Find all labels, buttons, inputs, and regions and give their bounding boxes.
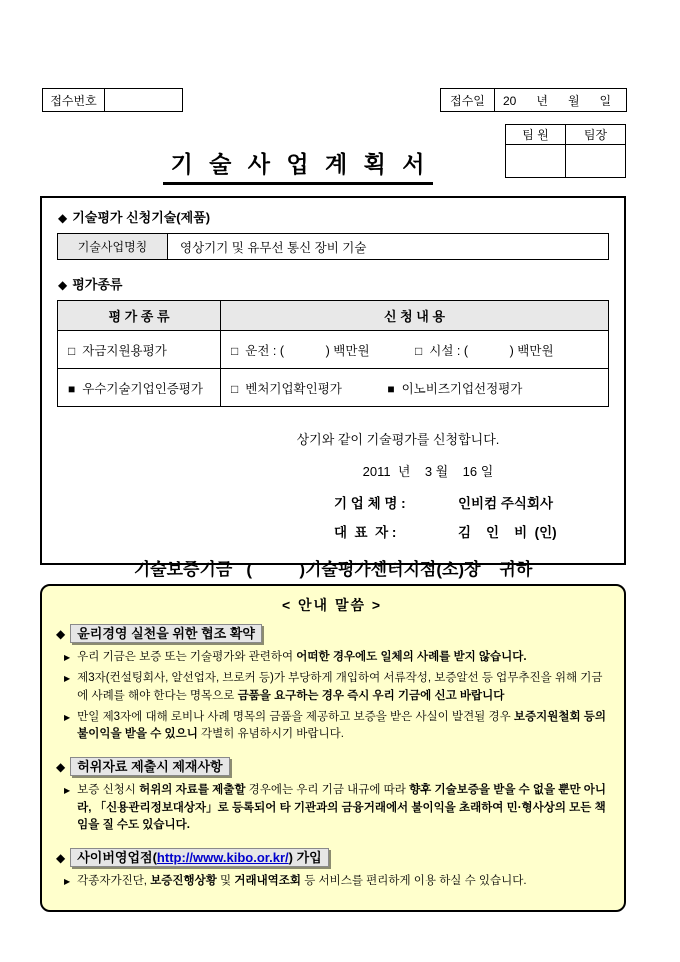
evaluation-table [57, 300, 609, 407]
receipt-date-box [440, 88, 627, 112]
section-title-text: 평가종류 [72, 277, 123, 292]
checkbox-checked-icon: ■ [68, 381, 76, 396]
recipient-line: 기술보증기금 ( )기술평가센터지점(소)장 귀하 [133, 560, 533, 579]
cyber-header-suffix: ) 가입 [288, 850, 322, 865]
request-item [231, 344, 370, 358]
approval-col-team-leader: 팀장 [566, 125, 626, 145]
notice-section-header [56, 847, 608, 866]
section-title-requested-tech [58, 207, 624, 226]
checkbox-unchecked-icon: □ [415, 343, 423, 358]
table-row [58, 331, 609, 369]
notice-bullet [64, 649, 608, 666]
diamond-icon: ◆ [56, 851, 66, 865]
signature-block [42, 492, 624, 541]
notice-section-header-text [70, 848, 328, 867]
company-name-label: 기 업 체 명 : [334, 496, 406, 511]
notice-box [40, 584, 626, 912]
cyber-header-prefix: 사이버영업점( [77, 850, 157, 865]
arrow-bullet-icon: ▶ [64, 674, 71, 684]
approval-col-team-member: 팀 원 [506, 125, 566, 145]
table-row [58, 369, 609, 407]
receipt-date-label: 접수일 [441, 89, 495, 112]
request-item [231, 382, 342, 396]
notice-section-ethics [56, 623, 608, 743]
approval-header-row [506, 125, 626, 145]
kibo-url-link[interactable]: http://www.kibo.or.kr/ [156, 850, 289, 865]
bullet-text: 보증 신청시 허위의 자료를 제출할 경우에는 우리 기금 내규에 따라 향후 기술보증을 받을 수 없을 뿐만 아니라, 「신용관리정보대상자」로 등록되어 타 기관과의 금융거래에서 불이익을 초래하여 민·형사상의 모든 책임을 질 수도 있습니다. [77, 784, 606, 831]
eval-type-label: 우수기술기업인증평가 [82, 381, 204, 396]
eval-type-cell [58, 331, 221, 369]
page-title [0, 146, 596, 185]
eval-request-column-header: 신 청 내 용 [221, 301, 609, 331]
diamond-icon: ◆ [58, 211, 68, 225]
notice-bullet [64, 873, 608, 890]
application-statement: 상기와 같이 기술평가를 신청합니다. [296, 432, 500, 447]
diamond-icon: ◆ [56, 627, 66, 641]
receipt-date-field: 20 년 월 일 [495, 89, 627, 112]
page-title-text: 기 술 사 업 계 획 서 [163, 146, 434, 185]
bullet-text: 각종자가진단, 보증진행상황 및 거래내역조회 등 서비스를 편리하게 이용 하실 수 있습니다. [77, 875, 527, 887]
company-name-value: 인비컴 주식회사 [458, 496, 554, 511]
arrow-bullet-icon: ▶ [64, 712, 71, 722]
arrow-bullet-icon: ▶ [64, 653, 71, 662]
receipt-number-field [105, 89, 183, 112]
notice-section-false-docs [56, 756, 608, 834]
notice-section-header-text: 허위자료 제출시 제재사항 [70, 757, 229, 776]
notice-title: < 안내 말씀 > [281, 597, 383, 613]
section-title-eval-types [58, 274, 624, 293]
eval-request-cell [221, 331, 609, 369]
notice-bullet [64, 709, 608, 744]
checkbox-checked-icon: ■ [387, 381, 395, 396]
bullet-text: 제3자(컨설팅회사, 알선업자, 브로커 등)가 부당하게 개입하여 서류작성, 보증알선 등 업무추진을 위해 기금에 사례를 해야 한다는 명목으로 금품을 요구하는 경우 즉시 우리 기금에 신고 바랍니다 [77, 672, 603, 702]
application-date: 2011 년 3 월 16 일 [362, 464, 494, 479]
eval-type-column-header: 평 가 종 류 [58, 301, 221, 331]
notice-bullet [64, 782, 608, 834]
business-name-table [57, 233, 609, 260]
notice-section-cyber-branch [56, 847, 608, 890]
business-name-label: 기술사업명칭 [58, 234, 168, 260]
request-item-label: 이노비즈기업선정평가 [401, 381, 523, 396]
request-item-label: 시설 : ( ) 백만원 [429, 343, 554, 358]
checkbox-unchecked-icon: □ [231, 343, 239, 358]
request-item [387, 382, 522, 396]
notice-section-header [56, 756, 608, 775]
company-name-line [334, 492, 624, 512]
receipt-number-box [42, 88, 183, 112]
business-name-value: 영상기기 및 유무선 통신 장비 기술 [168, 234, 609, 260]
notice-bullet [64, 670, 608, 705]
request-item-label: 벤처기업확인평가 [245, 381, 342, 396]
receipt-number-label: 접수번호 [43, 89, 105, 112]
arrow-bullet-icon: ▶ [64, 877, 71, 886]
notice-section-header [56, 623, 608, 642]
representative-value: 김 인 비 (인) [458, 525, 557, 540]
application-form-box [40, 196, 626, 579]
bullet-text: 우리 기금은 보증 또는 기술평가와 관련하여 어떠한 경우에도 일체의 사례를 받지 않습니다. [77, 651, 527, 663]
diamond-icon: ◆ [56, 760, 66, 775]
bullet-text: 만일 제3자에 대해 로비나 사례 명목의 금품을 제공하고 보증을 받은 사실이 발견될 경우 보증지원철회 등의 불이익을 받을 수 있으니 각별히 유념하시기 바랍니다. [77, 710, 606, 740]
notice-section-header-text: 윤리경영 실천을 위한 협조 확약 [70, 624, 262, 643]
request-item [415, 344, 554, 358]
request-item-label: 운전 : ( ) 백만원 [245, 343, 370, 358]
representative-line [334, 521, 624, 541]
table-row [58, 234, 609, 260]
checkbox-unchecked-icon: □ [68, 343, 76, 358]
eval-request-cell [221, 369, 609, 407]
representative-label: 대 표 자 : [334, 525, 397, 540]
arrow-bullet-icon: ▶ [64, 786, 71, 796]
diamond-icon: ◆ [58, 278, 68, 292]
eval-type-cell [58, 369, 221, 407]
checkbox-unchecked-icon: □ [231, 381, 239, 396]
eval-type-label: 자금지원용평가 [82, 343, 167, 358]
section-title-text: 기술평가 신청기술(제품) [72, 210, 211, 225]
evaluation-header-row [58, 301, 609, 331]
